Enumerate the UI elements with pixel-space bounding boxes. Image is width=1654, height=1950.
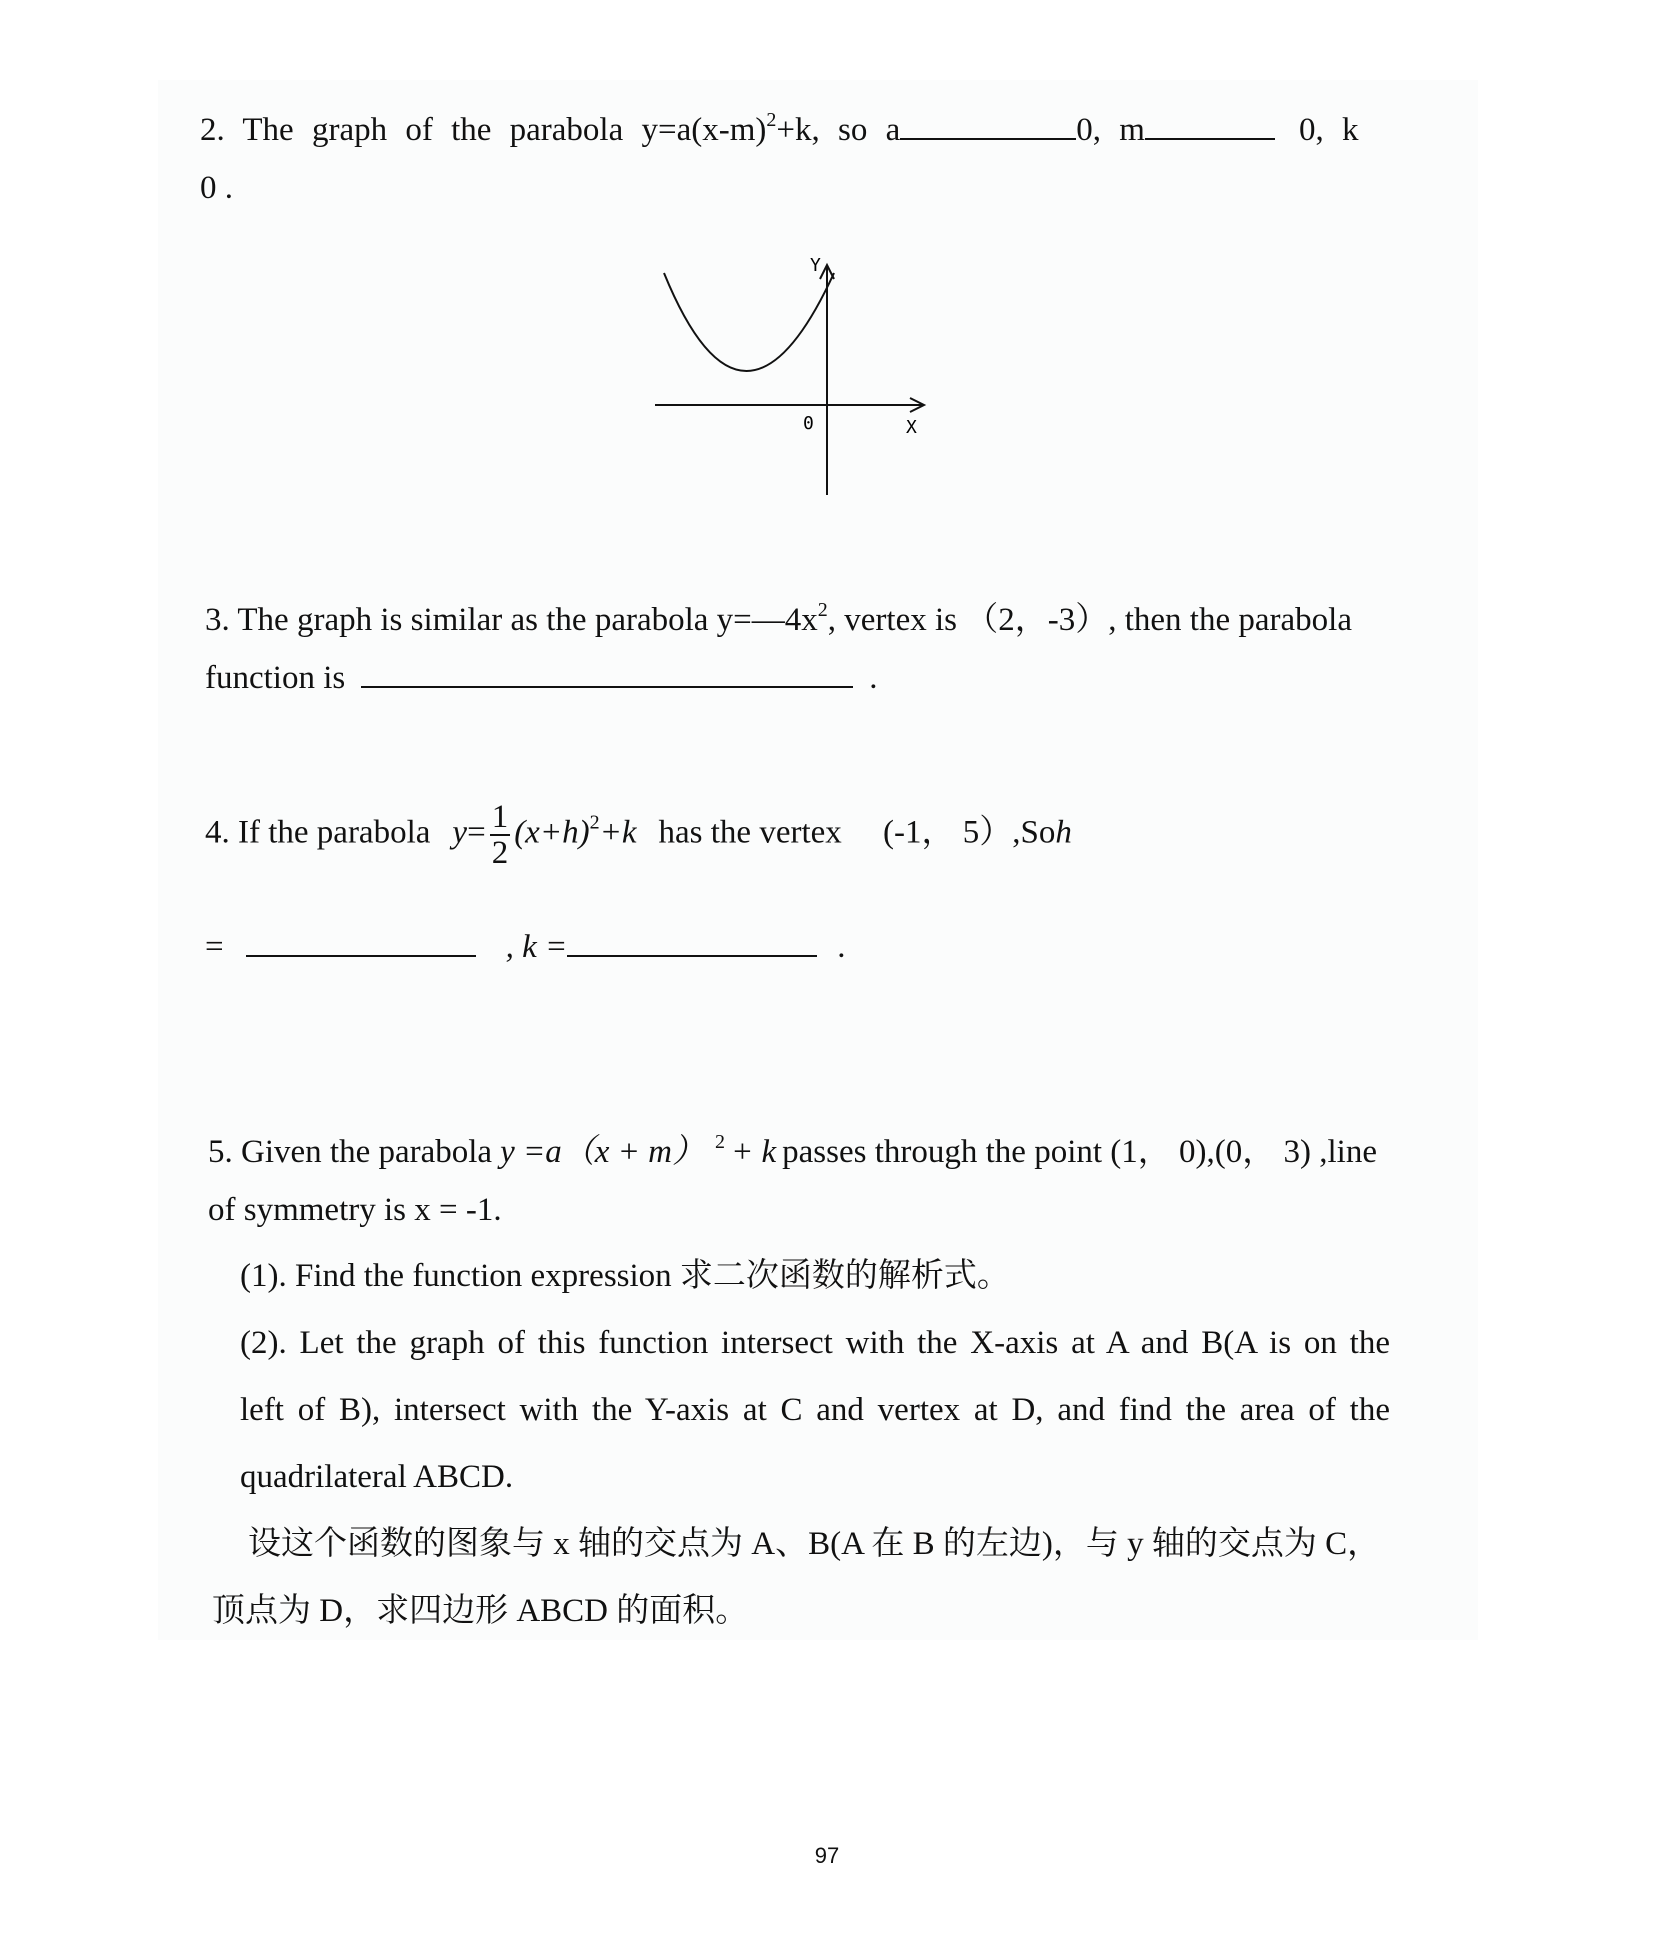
q4-blank-h[interactable] bbox=[246, 925, 476, 957]
q2-m-relation: 0, k bbox=[1298, 112, 1359, 148]
q2-blank-a[interactable] bbox=[900, 108, 1076, 140]
q4-frac-numerator: 1 bbox=[491, 799, 509, 835]
q5-lead: 5. Given the parabola bbox=[208, 1134, 493, 1170]
q4-lead: 4. If the parabola bbox=[205, 814, 431, 851]
q3-text2: , vertex is （2，-3）, then the parabola bbox=[827, 602, 1352, 638]
q2-blank-m[interactable] bbox=[1145, 108, 1275, 140]
q5-exponent: 2 bbox=[714, 1131, 725, 1153]
q5-part2-line2 bbox=[240, 1390, 1390, 1430]
q5-part2-text-c: quadrilateral ABCD. bbox=[240, 1459, 514, 1495]
q4-plus-k: +k bbox=[599, 814, 637, 851]
q4-equals2: = bbox=[205, 929, 224, 965]
q5-part2-text-b: left of B), intersect with the Y-axis at C and vertex at D, and find the area of the bbox=[240, 1392, 1390, 1428]
q5-part2-line1 bbox=[240, 1323, 1390, 1363]
q5-part1 bbox=[240, 1256, 1010, 1296]
q5-line2 bbox=[208, 1190, 502, 1230]
q2-suffix: +k, so a bbox=[776, 112, 901, 148]
q5-part2-line3 bbox=[240, 1457, 513, 1497]
q2-a-relation: 0, m bbox=[1076, 112, 1145, 148]
origin-label: 0 bbox=[803, 413, 814, 434]
q3-answer-blank[interactable] bbox=[361, 656, 853, 688]
q4-line2 bbox=[205, 925, 846, 967]
q2-prefix: 2. The graph of the parabola y=a(x-m) bbox=[200, 112, 767, 148]
q3-end: . bbox=[869, 660, 878, 696]
q4-fraction bbox=[490, 800, 511, 870]
q4-line1 bbox=[205, 800, 1072, 870]
q4-exponent: 2 bbox=[589, 811, 600, 834]
q5-line1 bbox=[208, 1122, 1377, 1172]
q4-blank-k[interactable] bbox=[567, 925, 817, 957]
q5-chinese-text-2: 顶点为 D，求四边形 ABCD 的面积。 bbox=[212, 1593, 749, 1629]
y-axis-label: Y bbox=[810, 255, 821, 276]
q3-text1: 3. The graph is similar as the parabola y=—4x bbox=[205, 602, 818, 638]
x-axis-label: X bbox=[906, 417, 917, 438]
q5-chinese-line1 bbox=[248, 1524, 1380, 1564]
q4-end: . bbox=[837, 929, 846, 965]
q3-line1 bbox=[205, 590, 1352, 640]
q4-equals: = bbox=[467, 814, 486, 851]
q2-exponent: 2 bbox=[766, 109, 777, 131]
parabola-graph bbox=[650, 255, 940, 515]
q2-line2 bbox=[200, 168, 233, 208]
q4-frac-denominator: 2 bbox=[491, 835, 509, 871]
q2-line1 bbox=[200, 100, 1380, 150]
parabola-curve bbox=[664, 273, 834, 371]
q5-formula: y =a（x + m） bbox=[500, 1134, 705, 1170]
page-number: 97 bbox=[814, 1843, 840, 1868]
q4-y: y bbox=[452, 814, 468, 851]
q3-exponent: 2 bbox=[817, 599, 828, 621]
q5-tail: passes through the point (1， 0),(0， 3) ,line bbox=[782, 1134, 1377, 1170]
q3-text3: function is bbox=[205, 660, 346, 696]
q4-k-label: , k = bbox=[505, 929, 568, 965]
q5-part2-text-a: (2). Let the graph of this function intersect with the X-axis at A and B(A is on the bbox=[240, 1325, 1390, 1361]
q3-line2 bbox=[205, 656, 877, 698]
q2-continuation: 0 . bbox=[200, 170, 233, 206]
q5-part1-text: (1). Find the function expression 求二次函数的解析式。 bbox=[240, 1258, 1010, 1294]
q5-plus-k: + k bbox=[730, 1134, 777, 1170]
q5-symmetry: of symmetry is x = -1. bbox=[208, 1192, 502, 1228]
q4-h: h bbox=[1055, 814, 1072, 851]
q5-chinese-text-1: 设这个函数的图象与 x 轴的交点为 A、B(A 在 B 的左边)，与 y 轴的交点为 C， bbox=[248, 1526, 1381, 1562]
q5-chinese-line2 bbox=[212, 1591, 748, 1631]
q4-tail: has the vertex (-1， 5）,So bbox=[658, 814, 1056, 851]
q4-paren: (x+h) bbox=[514, 814, 590, 851]
